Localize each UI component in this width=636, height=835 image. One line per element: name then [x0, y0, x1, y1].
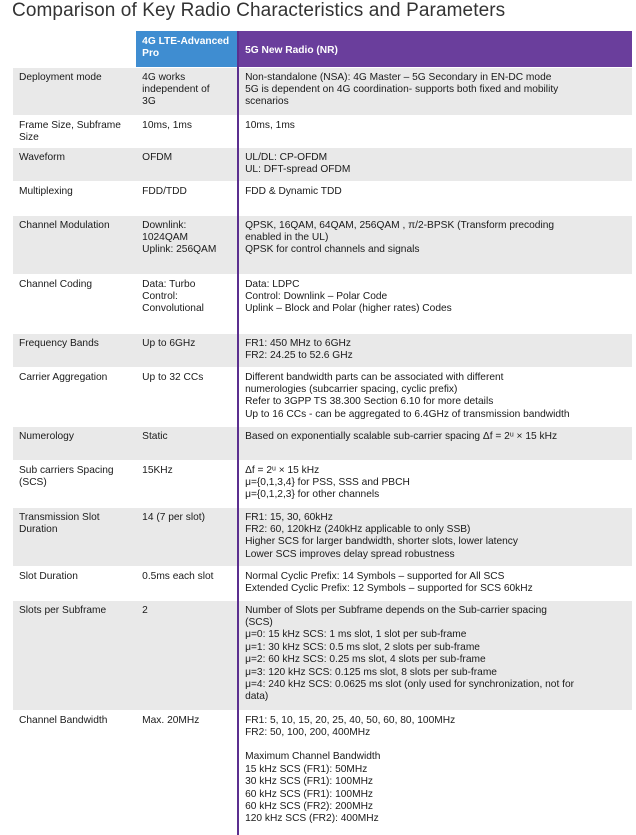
param-cell-line: Carrier Aggregation — [19, 371, 108, 383]
nr-cell-line: Maximum Channel Bandwidth — [245, 751, 381, 763]
lte-cell-line: Up to 6GHz — [142, 337, 196, 349]
table-body — [13, 67, 632, 834]
param-cell-line: Waveform — [19, 151, 66, 163]
param-cell-line: Sub carriers Spacing — [19, 464, 114, 476]
lte-cell-line: 1024QAM — [142, 231, 189, 243]
nr-cell-line: μ=1: 30 kHz SCS: 0.5 ms slot, 2 slots per sub-frame — [245, 641, 480, 653]
param-cell — [13, 710, 136, 834]
table-row — [13, 710, 632, 834]
nr-cell-line: 10ms, 1ms — [245, 119, 295, 131]
nr-cell-line: Uplink – Block and Polar (higher rates) Codes — [245, 303, 452, 315]
nr-cell-line: FR1: 5, 10, 15, 20, 25, 40, 50, 60, 80, 100MHz — [245, 714, 456, 726]
param-cell-line: Frame Size, Subframe — [19, 119, 121, 131]
nr-cell-line: Refer to 3GPP TS 38.300 Section 6.10 for more details — [245, 396, 494, 408]
param-cell — [13, 215, 136, 274]
lte-cell — [136, 367, 238, 426]
nr-cell — [238, 710, 632, 834]
param-cell — [13, 147, 136, 181]
lte-cell-line: Uplink: 256QAM — [142, 244, 217, 256]
lte-cell — [136, 181, 238, 215]
lte-cell — [136, 215, 238, 274]
nr-cell-line: Extended Cyclic Prefix: 12 Symbols – supported for SCS 60kHz — [245, 582, 533, 594]
nr-cell-line: FDD & Dynamic TDD — [245, 185, 342, 197]
param-cell-line: Transmission Slot — [19, 511, 100, 523]
nr-cell-line: numerologies (subcarrier spacing, cyclic prefix) — [245, 383, 458, 395]
param-cell-line: Slot Duration — [19, 570, 78, 582]
nr-cell — [238, 274, 632, 333]
nr-cell-line: Based on exponentially scalable sub-carrier spacing Δf = 2ᵘ × 15 kHz — [245, 430, 558, 442]
lte-cell-line: 2 — [142, 604, 148, 616]
param-cell-line: Frequency Bands — [19, 337, 99, 349]
param-cell — [13, 67, 136, 115]
table-row — [13, 460, 632, 507]
nr-cell-line: 5G is dependent on 4G coordination- supports both fixed and mobility — [245, 83, 559, 95]
param-cell-line: Deployment mode — [19, 71, 102, 83]
nr-cell — [238, 215, 632, 274]
param-cell-line: Multiplexing — [19, 185, 73, 197]
nr-cell-line: 120 kHz SCS (FR2): 400MHz — [245, 813, 379, 825]
nr-cell-line: QPSK, 16QAM, 64QAM, 256QAM , π/2-BPSK (Transform precoding — [245, 219, 555, 231]
table-row — [13, 367, 632, 426]
nr-cell-line: data) — [245, 691, 269, 703]
nr-cell — [238, 67, 632, 115]
lte-cell-line: 0.5ms each slot — [142, 570, 214, 582]
nr-cell-line: scenarios — [245, 96, 289, 108]
param-cell — [13, 333, 136, 367]
nr-cell-line: FR2: 60, 120kHz (240kHz applicable to only SSB) — [245, 523, 471, 535]
nr-cell-line: UL/DL: CP-OFDM — [245, 151, 328, 163]
nr-cell-line: Δf = 2ᵘ × 15 kHz — [245, 464, 320, 476]
header-lte — [136, 31, 238, 67]
nr-cell-line: 60 kHz SCS (FR2): 200MHz — [245, 800, 374, 812]
table-row — [13, 181, 632, 215]
lte-cell-line: Static — [142, 430, 168, 442]
table-row — [13, 566, 632, 600]
lte-cell-line: Control: — [142, 290, 178, 302]
nr-cell-line: Higher SCS for larger bandwidth, shorter slots, lower latency — [245, 536, 518, 548]
nr-cell-line: FR2: 24.25 to 52.6 GHz — [245, 349, 353, 361]
param-cell — [13, 566, 136, 600]
param-cell — [13, 600, 136, 710]
nr-cell — [238, 115, 632, 147]
nr-cell-line: (SCS) — [245, 616, 273, 628]
lte-cell — [136, 600, 238, 710]
lte-cell-line: Downlink: — [142, 219, 187, 231]
param-cell — [13, 115, 136, 147]
table-row — [13, 333, 632, 367]
table-row — [13, 274, 632, 333]
lte-cell — [136, 460, 238, 507]
nr-cell-line: μ=2: 60 kHz SCS: 0.25 ms slot, 4 slots per sub-frame — [245, 654, 486, 666]
param-cell-line: (SCS) — [19, 476, 47, 488]
nr-cell-line: 60 kHz SCS (FR1): 100MHz — [245, 788, 374, 800]
nr-cell-line: UL: DFT-spread OFDM — [245, 163, 351, 175]
nr-cell-line: Normal Cyclic Prefix: 14 Symbols – supported for All SCS — [245, 570, 505, 582]
nr-cell-line: enabled in the UL) — [245, 231, 329, 243]
header-lte-line: Pro — [142, 47, 160, 59]
table-row — [13, 426, 632, 460]
header-nr: 5G New Radio (NR) — [238, 31, 632, 67]
nr-cell-line: 15 kHz SCS (FR1): 50MHz — [245, 763, 368, 775]
nr-cell-line — [245, 739, 626, 751]
lte-cell-line: FDD/TDD — [142, 185, 187, 197]
lte-cell — [136, 426, 238, 460]
table-row — [13, 600, 632, 710]
param-cell-line: Channel Modulation — [19, 219, 110, 231]
nr-cell-line: μ={0,1,3,4} for PSS, SSS and PBCH — [245, 476, 410, 488]
param-cell — [13, 426, 136, 460]
param-cell-line: Slots per Subframe — [19, 604, 107, 616]
nr-cell — [238, 600, 632, 710]
nr-cell-line: Lower SCS improves delay spread robustness — [245, 548, 455, 560]
table-row — [13, 147, 632, 181]
nr-cell-line: Up to 16 CCs - can be aggregated to 6.4GHz of transmission bandwidth — [245, 408, 570, 420]
comparison-table — [13, 31, 632, 835]
lte-cell-line: 10ms, 1ms — [142, 119, 192, 131]
param-cell — [13, 367, 136, 426]
nr-cell-line: Control: Downlink – Polar Code — [245, 290, 388, 302]
nr-cell-line: FR1: 450 MHz to 6GHz — [245, 337, 351, 349]
nr-cell-line: Data: LDPC — [245, 278, 300, 290]
nr-cell — [238, 566, 632, 600]
nr-cell-line: μ={0,1,2,3} for other channels — [245, 489, 380, 501]
header-row — [13, 31, 632, 67]
header-lte-line: 4G LTE-Advanced — [142, 36, 230, 47]
lte-cell-line: OFDM — [142, 151, 173, 163]
nr-cell — [238, 147, 632, 181]
lte-cell-line: Convolutional — [142, 303, 204, 315]
param-cell-line: Duration — [19, 523, 58, 535]
nr-cell — [238, 367, 632, 426]
lte-cell-line: independent of — [142, 83, 210, 95]
lte-cell — [136, 115, 238, 147]
table-row — [13, 67, 632, 115]
lte-cell — [136, 566, 238, 600]
param-cell-line: Size — [19, 131, 39, 143]
nr-cell — [238, 507, 632, 566]
header-empty-cell — [13, 31, 136, 67]
lte-cell — [136, 507, 238, 566]
nr-cell-line: μ=3: 120 kHz SCS: 0.125 ms slot, 8 slots per sub-frame — [245, 666, 497, 678]
lte-cell-line: 3G — [142, 96, 156, 108]
lte-cell-line: 15KHz — [142, 464, 173, 476]
lte-cell-line: 4G works — [142, 71, 186, 83]
nr-cell-line: μ=4: 240 kHz SCS: 0.0625 ms slot (only used for synchronization, not for — [245, 678, 574, 690]
param-cell — [13, 460, 136, 507]
table-row — [13, 507, 632, 566]
nr-cell-line: Number of Slots per Subframe depends on the Sub-carrier spacing — [245, 604, 547, 616]
lte-cell — [136, 274, 238, 333]
nr-cell-line: Different bandwidth parts can be associated with different — [245, 371, 504, 383]
nr-cell-line: FR2: 50, 100, 200, 400MHz — [245, 726, 371, 738]
nr-cell — [238, 460, 632, 507]
table-row — [13, 215, 632, 274]
lte-cell-line: 14 (7 per slot) — [142, 511, 206, 523]
lte-cell-line: Up to 32 CCs — [142, 371, 204, 383]
nr-cell-line: FR1: 15, 30, 60kHz — [245, 511, 333, 523]
param-cell-line: Channel Bandwidth — [19, 714, 108, 726]
nr-cell-line: 30 kHz SCS (FR1): 100MHz — [245, 776, 374, 788]
lte-cell-line: Max. 20MHz — [142, 714, 200, 726]
lte-cell — [136, 67, 238, 115]
param-cell — [13, 181, 136, 215]
nr-cell — [238, 333, 632, 367]
page-title: Comparison of Key Radio Characteristics and Parameters — [12, 0, 506, 21]
lte-cell-line: Data: Turbo — [142, 278, 196, 290]
param-cell-line: Channel Coding — [19, 278, 93, 290]
param-cell — [13, 274, 136, 333]
lte-cell — [136, 147, 238, 181]
nr-cell-line: Non-standalone (NSA): 4G Master – 5G Secondary in EN-DC mode — [245, 71, 552, 83]
param-cell-line: Numerology — [19, 430, 74, 442]
param-cell — [13, 507, 136, 566]
nr-cell-line: QPSK for control channels and signals — [245, 244, 420, 256]
table-row — [13, 115, 632, 147]
lte-cell — [136, 333, 238, 367]
lte-cell — [136, 710, 238, 834]
nr-cell — [238, 181, 632, 215]
nr-cell — [238, 426, 632, 460]
nr-cell-line: μ=0: 15 kHz SCS: 1 ms slot, 1 slot per sub-frame — [245, 629, 467, 641]
